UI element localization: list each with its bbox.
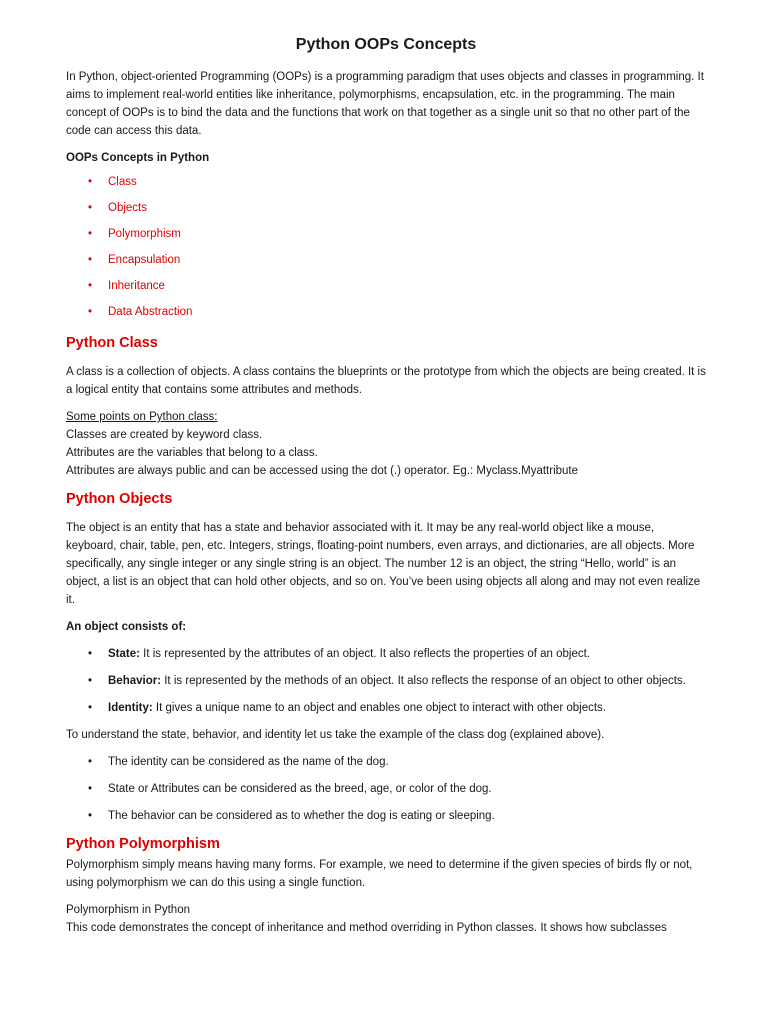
polymorphism-subheading: Polymorphism in Python — [66, 904, 190, 916]
example-intro: To understand the state, behavior, and identity let us take the example of the class dog (explained above). — [66, 729, 605, 741]
polymorphism-paragraph-2: This code demonstrates the concept of inheritance and method overriding in Python classes. It shows how subclasses — [66, 922, 667, 934]
concepts-list — [66, 173, 706, 329]
polymorphism-paragraph: Polymorphism simply means having many forms. For example, we need to determine if the given species of birds fly or not, using polymorphism we can do this using a single function. — [66, 859, 693, 889]
list-item: • The identity can be considered as the name of the dog. — [66, 753, 706, 771]
list-item: • Encapsulation — [66, 251, 706, 277]
class-paragraph: A class is a collection of objects. A class contains the blueprints or the prototype from which the objects are being created. It is a logical entity that contains some attributes and methods. — [66, 366, 706, 396]
object-consists-heading: An object consists of: — [66, 621, 187, 633]
list-item: • Inheritance — [66, 277, 706, 303]
bullet: • — [88, 675, 93, 687]
list-item: • State: It is represented by the attributes of an object. It also reflects the properties of an object. — [66, 645, 706, 663]
list-item: • State or Attributes can be considered as the breed, age, or color of the dog. — [66, 780, 706, 798]
class-points-heading: Some points on Python class: — [66, 411, 218, 423]
bullet: • — [88, 254, 93, 266]
dog-example-list — [66, 753, 706, 825]
bullet: • — [88, 648, 93, 660]
bullet: • — [88, 280, 93, 292]
bullet: • — [88, 810, 93, 822]
bullet: • — [88, 702, 93, 714]
bullet: • — [88, 783, 93, 795]
list-item: • Behavior: It is represented by the methods of an object. It also reflects the response of an object to other objects. — [66, 672, 706, 690]
object-consists-list — [66, 645, 706, 717]
list-item: • The behavior can be considered as to whether the dog is eating or sleeping. — [66, 807, 706, 825]
bullet: • — [88, 176, 93, 188]
class-point: Attributes are the variables that belong to a class. — [66, 447, 318, 459]
bullet: • — [88, 756, 93, 768]
polymorphism-section-heading: Python Polymorphism — [66, 836, 220, 852]
bullet: • — [88, 306, 93, 318]
concepts-heading: OOPs Concepts in Python — [66, 152, 210, 164]
list-item: • Class — [66, 173, 706, 199]
list-item: • Identity: It gives a unique name to an object and enables one object to interact with other objects. — [66, 699, 706, 717]
bullet: • — [88, 202, 93, 214]
class-point: Attributes are always public and can be accessed using the dot (.) operator. Eg.: Myclass.Myattribute — [66, 465, 579, 477]
page-title: Python OOPs Concepts — [295, 36, 477, 53]
intro-paragraph: In Python, object-oriented Programming (OOPs) is a programming paradigm that uses objects and classes in programming. It aims to implement real-world entities like inheritance, polymorphisms, encapsulation, etc. in the programming. The main concept of OOPs is to bind the data and the functions that work on that together as a single unit so that no other part of the code can access this data. — [66, 71, 704, 137]
class-section-heading: Python Class — [66, 335, 158, 351]
bullet: • — [88, 228, 93, 240]
list-item: • Polymorphism — [66, 225, 706, 251]
list-item: • Data Abstraction — [66, 303, 706, 329]
list-item: • Objects — [66, 199, 706, 225]
document-page — [66, 34, 706, 937]
objects-paragraph: The object is an entity that has a state and behavior associated with it. It may be any real-world object like a mouse, keyboard, chair, table, pen, etc. Integers, strings, floating-point numbers, even arrays, and dictionaries, are all objects. More specifically, any single integer or any single string is an object. The number 12 is an object, the string “Hello, world” is an object, a list is an object that can hold other objects, and so on. You’ve been using objects all along and may not even realize it. — [66, 522, 701, 606]
objects-section-heading: Python Objects — [66, 491, 173, 507]
class-point: Classes are created by keyword class. — [66, 429, 263, 441]
